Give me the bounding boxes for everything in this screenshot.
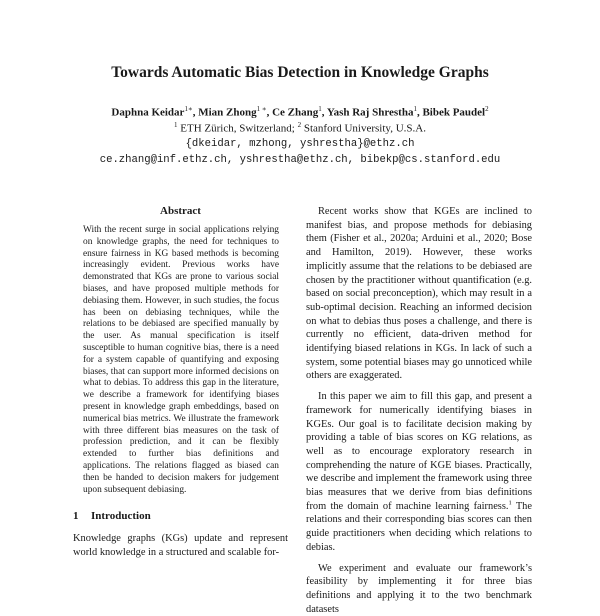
author-mark: 1 (413, 105, 417, 113)
right-column (306, 205, 532, 616)
affiliation-text: Stanford University, U.S.A. (301, 122, 426, 135)
author-name: Ce Zhang (272, 106, 319, 119)
introduction-paragraph: Knowledge graphs (KGs) update and represent world knowledge in a structured and scalable for- (73, 533, 288, 559)
author-name: Yash Raj Shrestha (326, 106, 414, 119)
left-column (73, 205, 288, 560)
email-line: {dkeidar, mzhong, yshrestha}@ethz.ch (185, 138, 415, 150)
section-heading (73, 510, 288, 522)
author-mark: 1∗ (184, 105, 193, 113)
affiliation-text: ETH Zürich, Switzerland; (177, 122, 298, 135)
affiliations (0, 121, 600, 135)
section-number: 1 (73, 510, 79, 523)
author-name: Bibek Paudel (422, 106, 486, 119)
body-paragraph (306, 390, 532, 554)
author-name: Mian Zhong (198, 106, 257, 119)
footnote-mark[interactable]: 1 (508, 499, 512, 507)
paragraph-text: In this paper we aim to fill this gap, and present a framework for numerically identifying biases in KGEs. Our goal is to facilitate decision making by providing a table of bias scores on KG relations, as well as to encourage exploratory research in comprehending the nature of KGE biases. Practically, we describe and implement the framework using three bias measures that we derive from bias definitions from the domain of machine learning fairness. (306, 391, 532, 512)
author-mark: 1 ∗ (256, 105, 267, 113)
paragraph-text: The relations and their corresponding bias scores can then guide practitioners when deciding which relations to debias. (306, 500, 532, 553)
author-list: Daphna Keidar$^{1∗}$, Mian Zhong$^{1 ∗}$, Ce Zhang$^1$, Yash Raj Shrestha$^1$, Bibek Paudel$^2$ (111, 105, 489, 119)
author-name: Daphna Keidar (111, 106, 185, 119)
author-mark: 1 (318, 105, 322, 113)
affiliation-mark: 1 (174, 121, 178, 129)
section-title: Introduction (91, 510, 151, 523)
paper-title: Towards Automatic Bias Detection in Knowledge Graphs (111, 64, 489, 81)
body-paragraph: Recent works show that KGEs are inclined to manifest bias, and propose methods for debiasing them (Fisher et al., 2020a; Arduini et al., 2020; Bose and Hamilton, 2019). However, these works implicitly assume that the relations to be debiased are chosen by the practitioner without quantification (e.g. based on social preconception), which may result in a sub-optimal decision. Reaching an informed decision on what to debias thus poses a challenge, and there is currently no efficient, data-driven method for identifying biased relations in KGs. In lack of such a system, some potential biases may go unnoticed while others are exaggerated. (306, 206, 532, 382)
body-paragraph: We experiment and evaluate our framework’s feasibility by implementing it for three bias definitions and applying it to the two benchmark datasets (306, 562, 532, 615)
email-line: ce.zhang@inf.ethz.ch, yshrestha@ethz.ch, bibekp@cs.stanford.edu (99, 154, 501, 166)
affiliation-mark: 2 (297, 121, 302, 129)
abstract-heading: Abstract (160, 205, 201, 217)
author-mark: 2 (485, 105, 489, 113)
abstract-text: With the recent surge in social applications relying on knowledge graphs, the need for techniques to ensure fairness in KG based methods is becoming increasingly evident. Previous works have demonstrated that KGs are prone to various social biases, and have proposed multiple methods for debiasing them. However, in such studies, the focus has been on debiasing techniques, while the relations to be debiased are specified manually by the user. As manual specification is itself susceptible to human cognitive bias, there is a need for a system capable of quantifying and exposing biases, that can support more informed decisions on what to debias. To address this gap in the literature, we describe a framework for identifying biases present in knowledge graph embeddings, based on numerical bias metrics. We illustrate the framework with three different bias measures on the task of profession prediction, and it can be flexibly extended to further bias definitions and applications. The relations flagged as biased can then be handed to decision makers for judgement upon subsequent debiasing. (83, 225, 279, 495)
